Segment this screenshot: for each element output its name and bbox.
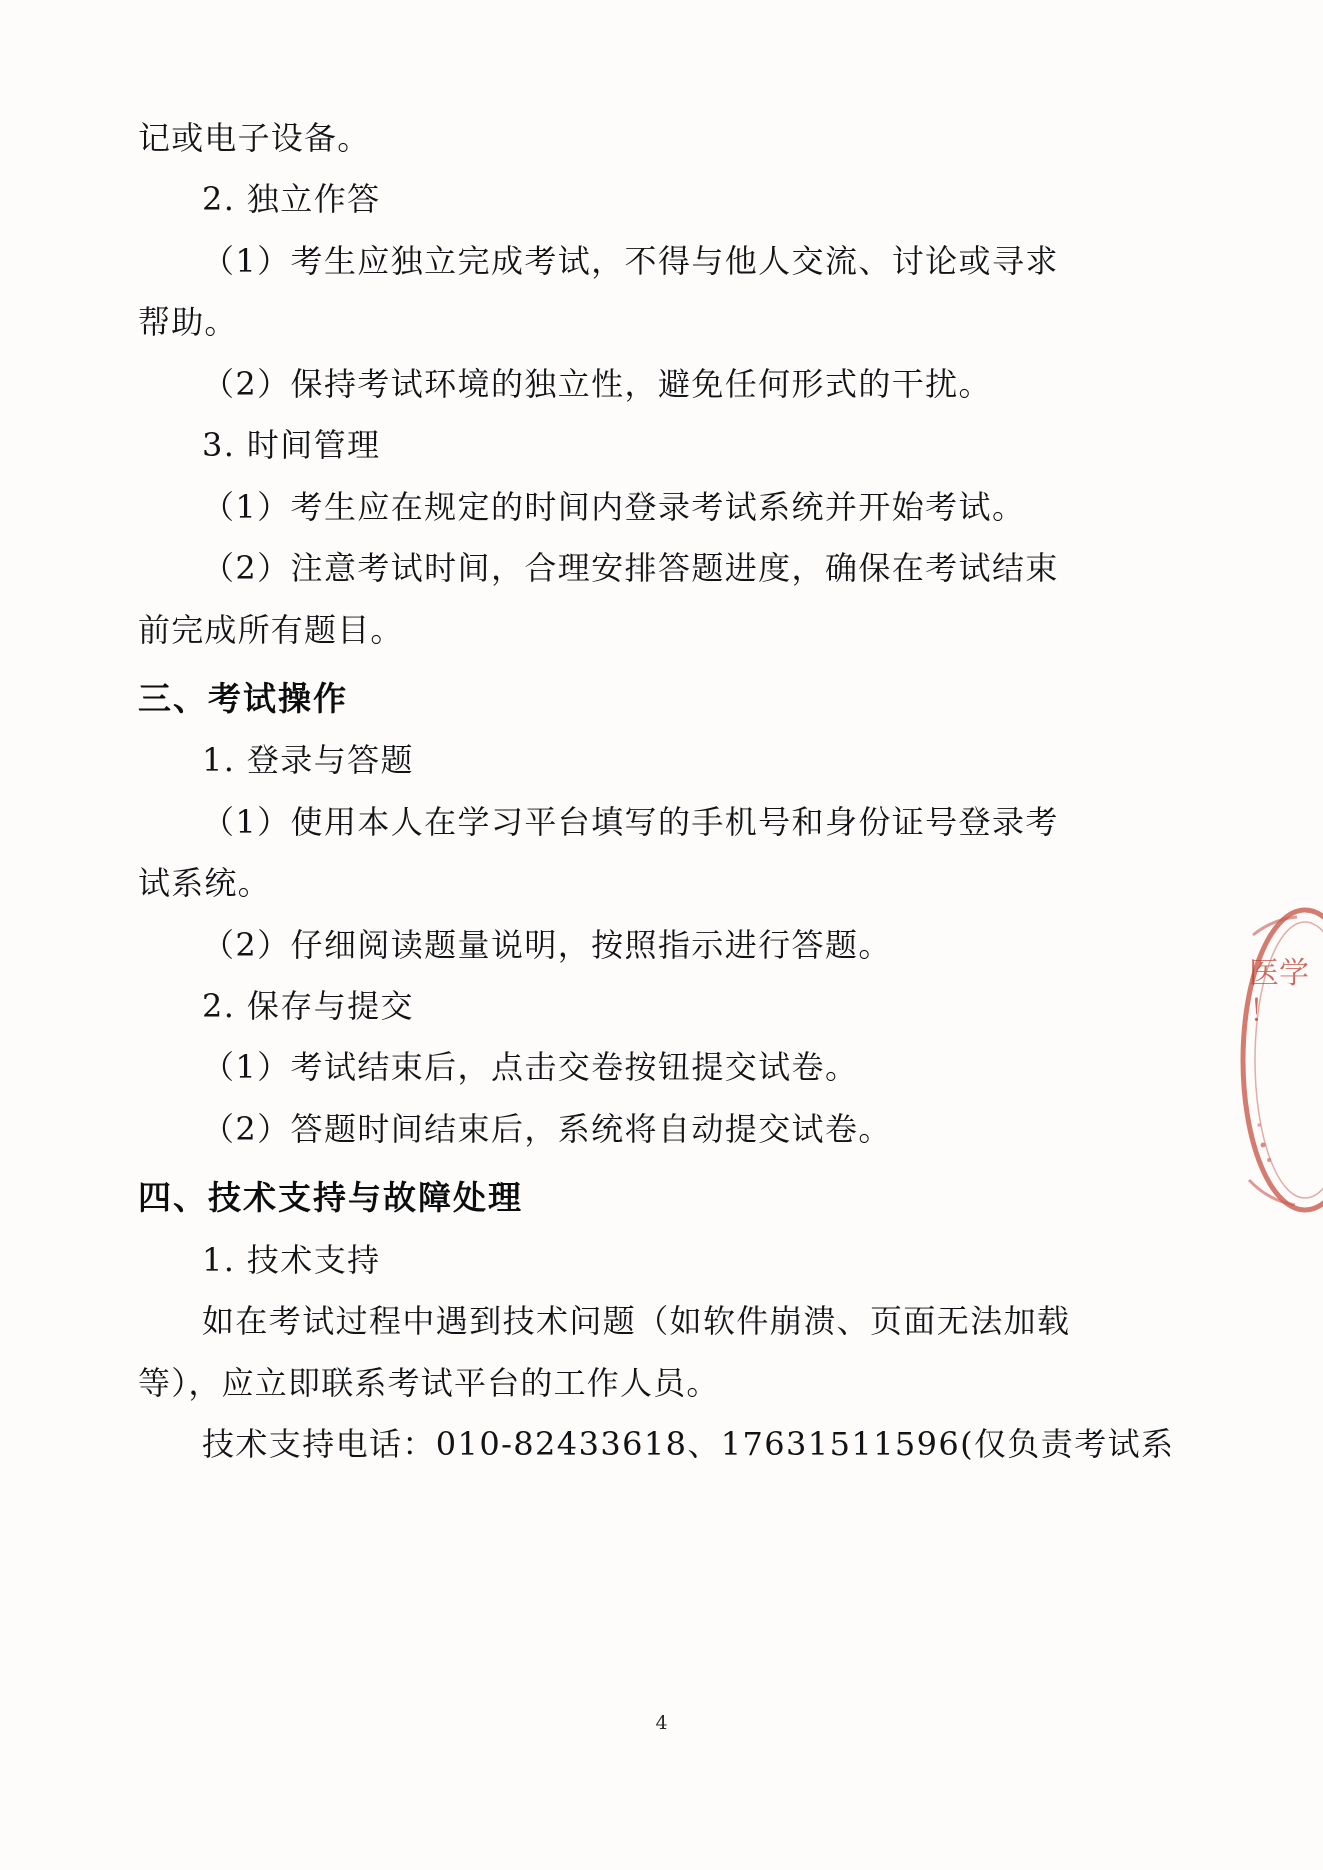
- paragraph: 2. 独立作答: [202, 180, 381, 219]
- paragraph: （1）考生应在规定的时间内登录考试系统并开始考试。: [202, 487, 1026, 526]
- paragraph: （1）考生应独立完成考试，不得与他人交流、讨论或寻求: [202, 241, 1059, 280]
- document-body: [138, 108, 1178, 1475]
- red-seal-stamp: [1233, 905, 1323, 1215]
- paragraph: 如在考试过程中遇到技术问题（如软件崩溃、页面无法加载: [202, 1302, 1071, 1341]
- paragraph: （2）仔细阅读题量说明，按照指示进行答题。: [202, 925, 892, 964]
- paragraph: 记或电子设备。: [138, 119, 371, 157]
- paragraph: （2）保持考试环境的独立性，避免任何形式的干扰。: [202, 364, 992, 403]
- stamp-label-main: 医学: [1249, 956, 1309, 991]
- paragraph: 技术支持电话：010-82433618、17631511596(仅负责考试系: [202, 1425, 1175, 1464]
- paragraph: （2）注意考试时间，合理安排答题进度，确保在考试结束: [202, 549, 1059, 588]
- paragraph: 前完成所有题目。: [138, 610, 404, 649]
- paragraph: （1）使用本人在学习平台填写的手机号和身份证号登录考: [202, 802, 1059, 841]
- paragraph: 1. 技术支持: [202, 1240, 381, 1279]
- paragraph: 试系统。: [138, 864, 271, 903]
- paragraph: （2）答题时间结束后，系统将自动提交试卷。: [202, 1109, 892, 1148]
- paragraph: 2. 保存与提交: [202, 987, 414, 1026]
- stamp-label-sub: ！: [1249, 993, 1279, 1029]
- paragraph: 3. 时间管理: [202, 426, 381, 465]
- paragraph: 1. 登录与答题: [202, 741, 414, 780]
- paragraph: （1）考试结束后，点击交卷按钮提交试卷。: [202, 1048, 859, 1087]
- section-heading: 三、考试操作: [138, 678, 348, 718]
- stamp-label: [1249, 955, 1309, 1030]
- paragraph: 帮助。: [138, 303, 238, 342]
- paragraph: 等），应立即联系考试平台的工作人员。: [138, 1363, 720, 1402]
- page-number: 4: [655, 1712, 668, 1734]
- section-heading: 四、技术支持与故障处理: [138, 1178, 523, 1218]
